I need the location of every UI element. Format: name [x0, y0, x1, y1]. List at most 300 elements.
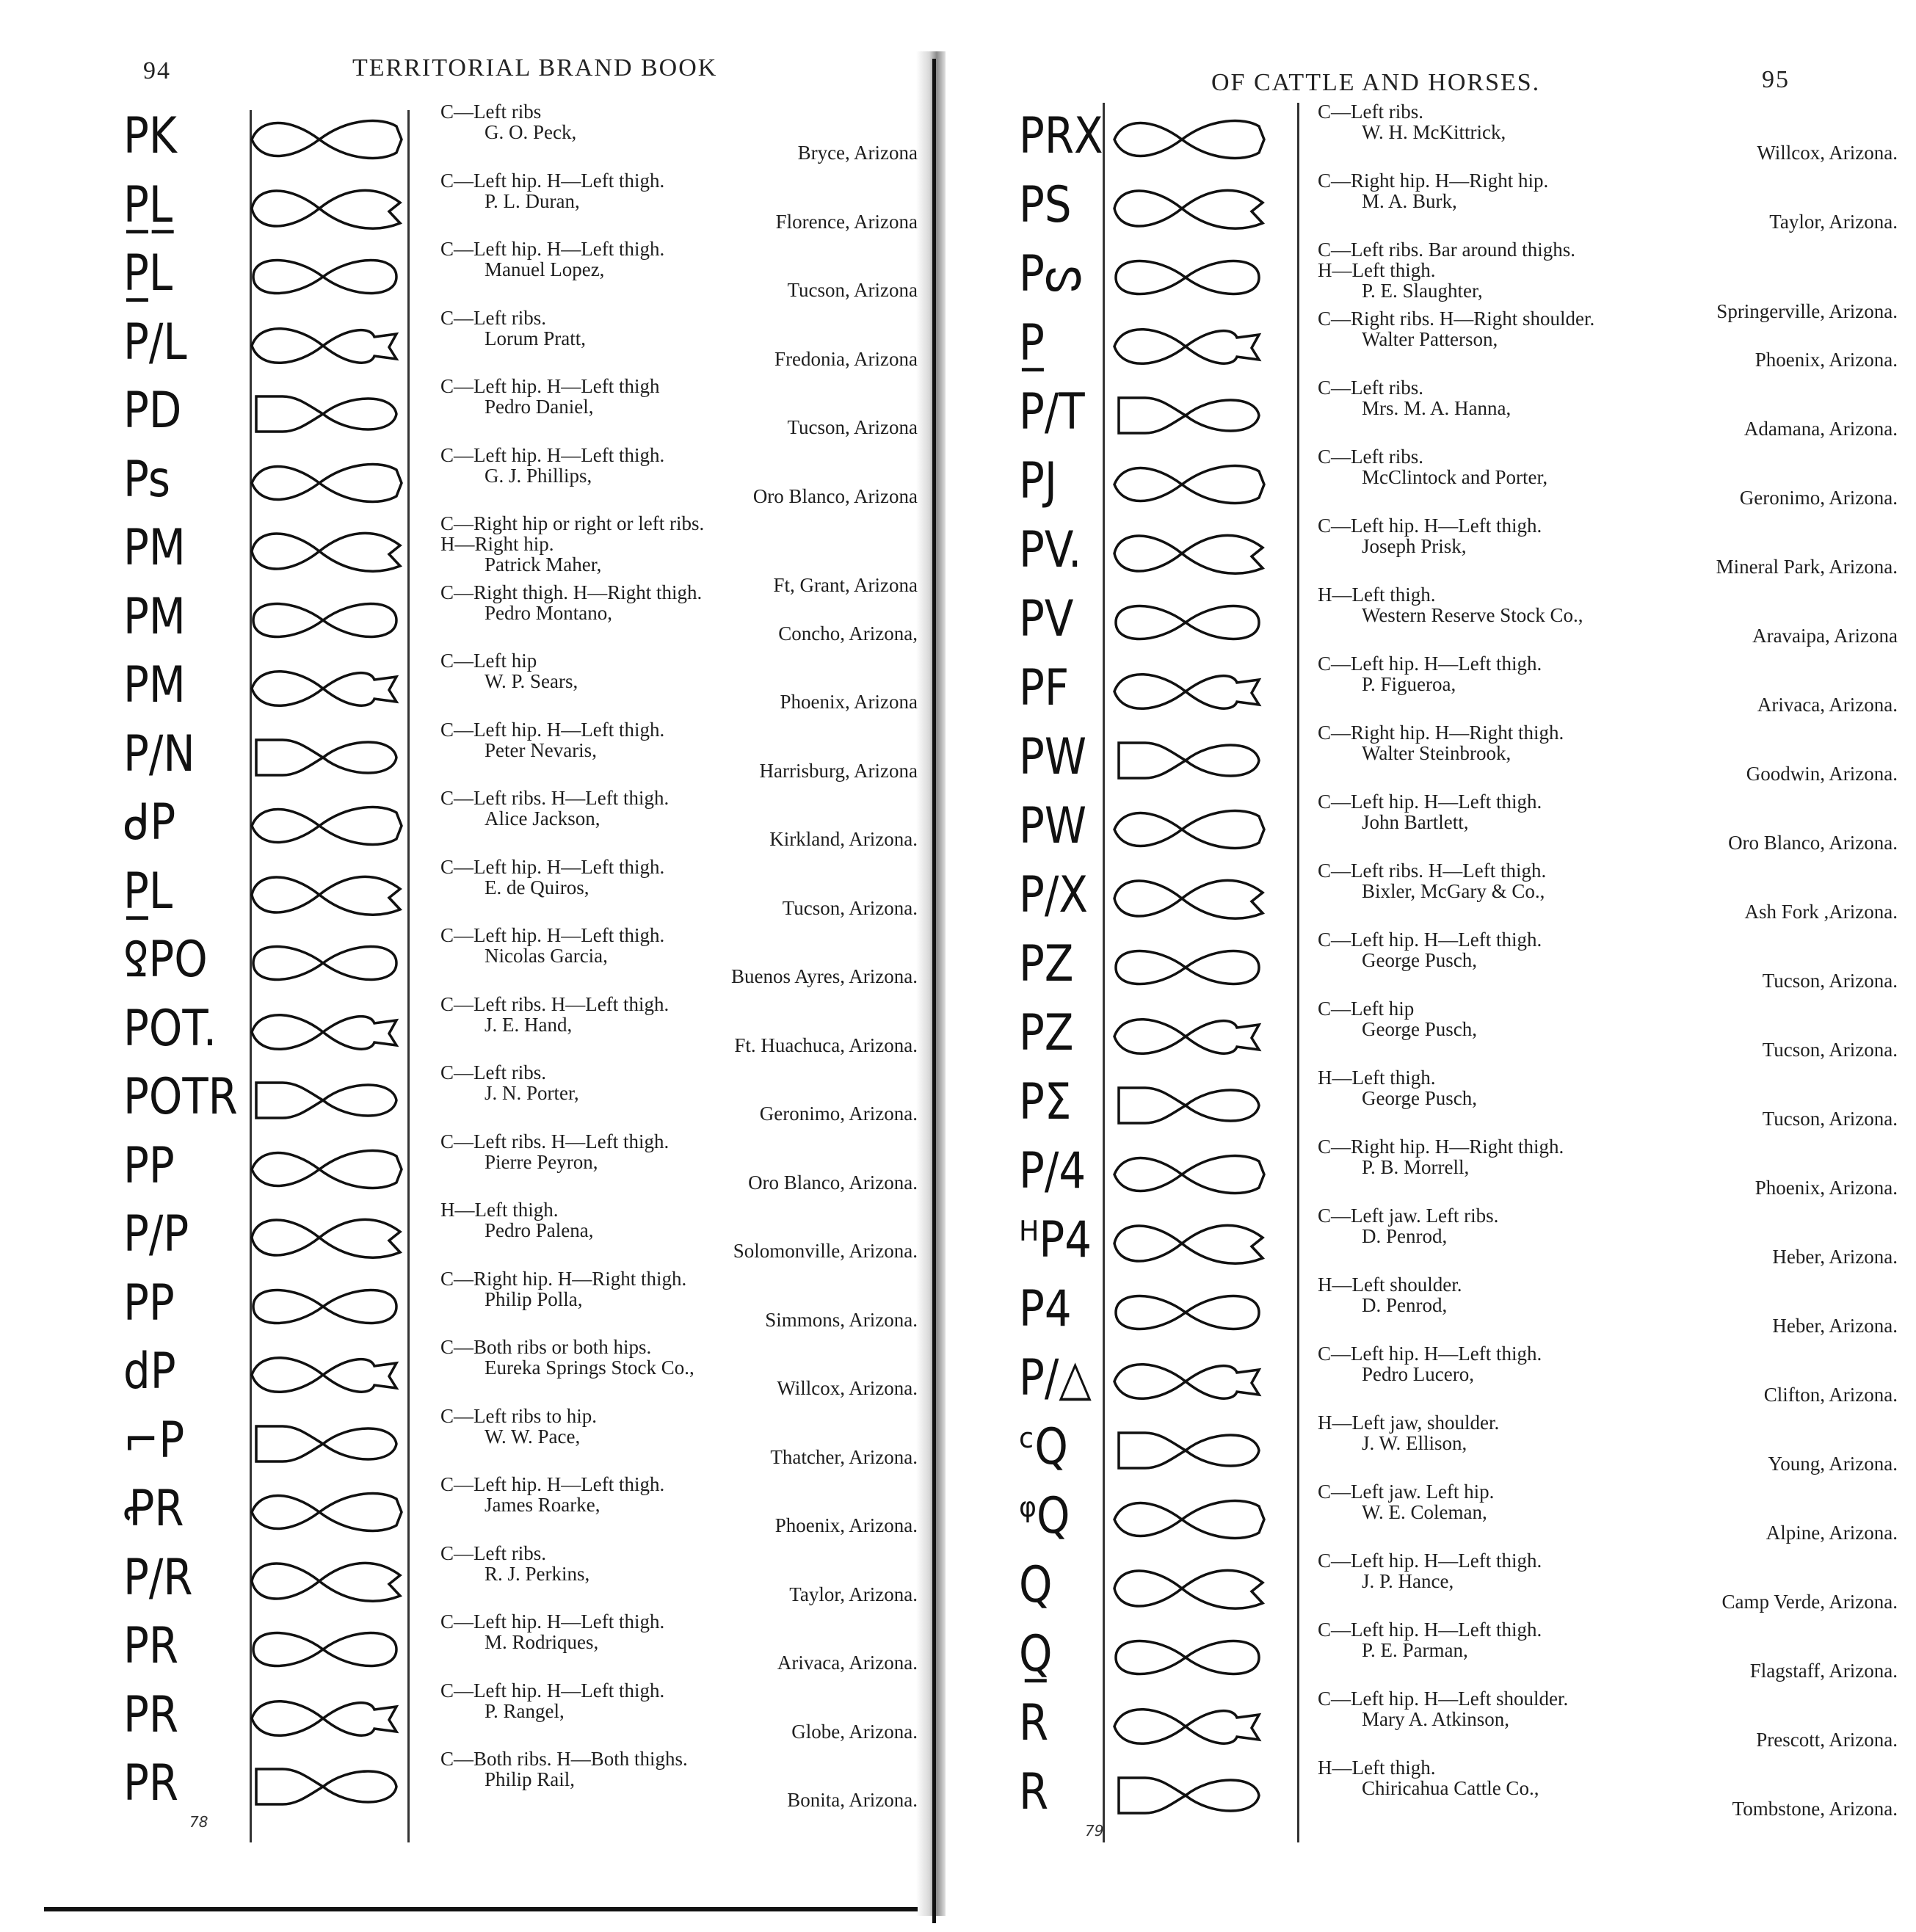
owner-place: Prescott, Arizona. — [1756, 1729, 1898, 1751]
brand-location: C—Right hip or right or left ribs. H—Right hip. — [440, 512, 705, 555]
brand-location: C—Right hip. H—Right thigh. — [1318, 722, 1564, 744]
hide-outline-icon — [1108, 1492, 1266, 1547]
brand-entry — [1318, 791, 1898, 853]
page-header: TERRITORIAL BRAND BOOK — [352, 54, 718, 81]
brand-mark: PV. — [1019, 521, 1082, 579]
owner-name: J. E. Hand, — [485, 1013, 573, 1036]
owner-name: Pedro Lucero, — [1362, 1363, 1474, 1385]
hide-outline-icon — [246, 1141, 404, 1197]
brand-entry — [1318, 170, 1898, 232]
owner-place: Heber, Arizona. — [1772, 1246, 1898, 1268]
owner-place: Phoenix, Arizona — [780, 691, 918, 713]
brand-location: C—Left hip. H—Left thigh. — [440, 855, 665, 878]
hide-outline-icon — [246, 1210, 404, 1265]
owner-place: Harrisburg, Arizona — [759, 759, 918, 782]
brand-mark: P̲L — [123, 244, 173, 302]
owner-name: Mary A. Atkinson, — [1362, 1708, 1510, 1730]
brand-entry — [1318, 101, 1898, 163]
text-column-divider — [1297, 103, 1299, 1842]
brand-entry — [1318, 1481, 1898, 1543]
brand-entry — [1318, 1343, 1898, 1405]
brand-mark: P̲ — [1019, 314, 1045, 372]
owner-place: Adamana, Arizona. — [1743, 418, 1898, 440]
brand-mark: PW — [1019, 797, 1087, 855]
page-number: 95 — [1762, 66, 1790, 93]
owner-name: Pedro Daniel, — [485, 396, 594, 418]
owner-place: Flagstaff, Arizona. — [1749, 1660, 1898, 1682]
owner-place: Arivaca, Arizona. — [1757, 694, 1898, 716]
hide-outline-icon — [1108, 1216, 1266, 1271]
brand-location: C—Both ribs. H—Both thighs. — [440, 1748, 688, 1770]
brand-location: C—Right thigh. H—Right thigh. — [440, 581, 703, 603]
brand-entry — [440, 1131, 918, 1193]
brand-location: C—Left jaw. Left hip. — [1318, 1481, 1495, 1503]
brand-mark: PW — [1019, 728, 1087, 786]
brand-location: C—Left hip. H—Left thigh. — [440, 1679, 665, 1702]
brand-entry — [1318, 1067, 1898, 1129]
brand-location: C—Left ribs. — [440, 1061, 546, 1083]
hide-outline-icon — [1108, 1630, 1266, 1685]
owner-place: Camp Verde, Arizona. — [1721, 1591, 1898, 1613]
owner-place: Concho, Arizona, — [778, 622, 918, 644]
owner-place: Mineral Park, Arizona. — [1716, 556, 1898, 578]
plate-number: 79 — [1085, 1822, 1104, 1840]
hide-outline-icon — [246, 1347, 404, 1403]
brand-location: C—Left hip. H—Left shoulder. — [1318, 1688, 1569, 1710]
brand-mark: ⌐P — [123, 1411, 185, 1470]
hide-outline-icon — [246, 318, 404, 374]
brand-location: C—Left hip — [440, 650, 537, 672]
brand-location: C—Left hip. H—Left thigh. — [1318, 515, 1542, 537]
hide-outline-icon — [1108, 664, 1266, 719]
brand-mark: P/T — [1019, 383, 1085, 441]
brand-location: C—Left jaw. Left ribs. — [1318, 1205, 1499, 1227]
owner-place: Solomonville, Arizona. — [733, 1240, 918, 1262]
owner-place: Young, Arizona. — [1768, 1453, 1898, 1475]
hide-outline-icon — [1108, 1147, 1266, 1202]
owner-place: Ft. Huachuca, Arizona. — [734, 1034, 918, 1056]
brand-mark: P4 — [1019, 1280, 1072, 1338]
owner-name: Walter Patterson, — [1362, 328, 1498, 350]
brand-location: C—Right ribs. H—Right shoulder. — [1318, 308, 1595, 330]
brand-mark: PZ — [1019, 1004, 1074, 1062]
brand-location: C—Left ribs. Bar around thighs. H—Left thigh. — [1318, 239, 1575, 281]
brand-entry — [440, 719, 918, 781]
brand-mark: P/X — [1019, 866, 1088, 924]
owner-name: Philip Polla, — [485, 1288, 583, 1310]
brand-mark: PM — [123, 587, 186, 646]
brand-entry — [440, 582, 918, 644]
owner-place: Buenos Ayres, Arizona. — [731, 965, 918, 987]
brand-entry — [440, 1611, 918, 1673]
brand-location: C—Left hip. H—Left thigh. — [1318, 791, 1542, 813]
hide-outline-icon — [246, 798, 404, 854]
brand-mark: P/P — [123, 1205, 189, 1263]
hide-outline-icon — [246, 1759, 404, 1815]
owner-name: W. P. Sears, — [485, 670, 578, 692]
brand-entry — [440, 1199, 918, 1261]
owner-place: Willcox, Arizona. — [1757, 142, 1898, 164]
owner-name: Eureka Springs Stock Co., — [485, 1357, 694, 1379]
owner-place: Tucson, Arizona — [787, 416, 918, 438]
brand-location: C—Left hip. H—Left thigh. — [440, 238, 665, 260]
hide-outline-icon — [246, 1484, 404, 1540]
brand-location: H—Left thigh. — [440, 1199, 559, 1221]
brand-entry — [440, 650, 918, 712]
brand-entry — [440, 857, 918, 918]
hide-outline-icon — [1108, 1078, 1266, 1133]
hide-outline-icon — [246, 1004, 404, 1060]
brand-mark: PRX — [1019, 107, 1103, 165]
hide-outline-icon — [246, 1279, 404, 1334]
owner-place: Globe, Arizona. — [791, 1720, 918, 1743]
brand-location: C—Left hip. H—Left thigh. — [440, 718, 665, 741]
owner-place: Tucson, Arizona. — [782, 896, 918, 919]
hide-outline-icon — [246, 1622, 404, 1677]
owner-name: George Pusch, — [1362, 1018, 1477, 1040]
hide-outline-icon — [246, 455, 404, 511]
owner-place: Taylor, Arizona. — [789, 1583, 918, 1605]
brand-location: C—Left hip. H—Left thigh. — [1318, 653, 1542, 675]
right-page — [932, 0, 1916, 1932]
brand-entry — [440, 239, 918, 300]
owner-name: G. J. Phillips, — [485, 464, 592, 487]
owner-place: Phoenix, Arizona. — [774, 1514, 918, 1536]
hide-outline-icon — [1108, 1009, 1266, 1064]
owner-name: P. Figueroa, — [1362, 673, 1456, 695]
brand-entry — [440, 1268, 918, 1330]
brand-entry — [1318, 998, 1898, 1060]
owner-name: J. W. Ellison, — [1362, 1432, 1467, 1454]
brand-mark: PM — [123, 519, 186, 577]
brand-location: C—Left hip. H—Left thigh. — [440, 1473, 665, 1495]
brand-mark: ᑯP — [123, 794, 176, 851]
brand-location: H—Left thigh. — [1318, 1757, 1436, 1779]
owner-name: P. B. Morrell, — [1362, 1156, 1470, 1178]
owner-place: Ash Fork ,Arizona. — [1744, 901, 1898, 923]
hide-outline-icon — [1108, 457, 1266, 512]
brand-entry — [440, 445, 918, 506]
brand-entry — [1318, 1550, 1898, 1612]
owner-name: J. N. Porter, — [485, 1082, 579, 1104]
brand-mark: PR — [123, 1685, 179, 1744]
brand-location: C—Left hip. H—Left thigh. — [1318, 1619, 1542, 1641]
hide-outline-icon — [1108, 595, 1266, 650]
brand-location: C—Right hip. H—Right thigh. — [1318, 1136, 1564, 1158]
brand-mark: PP — [123, 1274, 175, 1332]
owner-name: W. E. Coleman, — [1362, 1501, 1487, 1523]
hide-outline-icon — [246, 386, 404, 442]
brand-entry — [1318, 1757, 1898, 1819]
brand-entry — [1318, 1688, 1898, 1750]
owner-name: Pedro Palena, — [485, 1219, 594, 1241]
brand-entry — [1318, 1205, 1898, 1267]
owner-name: J. P. Hance, — [1362, 1570, 1454, 1592]
brand-location: C—Left ribs. — [1318, 101, 1423, 123]
owner-place: Phoenix, Arizona. — [1754, 1177, 1898, 1199]
owner-name: Philip Rail, — [485, 1768, 576, 1790]
hide-outline-icon — [1108, 1285, 1266, 1340]
brand-mark: PR — [123, 1617, 179, 1675]
page-header: OF CATTLE AND HORSES. — [1211, 69, 1541, 96]
brand-mark: ᶜQ — [1019, 1418, 1068, 1476]
owner-name: George Pusch, — [1362, 949, 1477, 971]
brand-location: C—Left ribs. — [440, 306, 546, 329]
owner-name: W. W. Pace, — [485, 1425, 581, 1448]
brand-location: C—Left hip. H—Left thigh. — [440, 443, 665, 466]
hide-outline-icon — [246, 181, 404, 236]
brand-mark: PΣ — [1019, 1073, 1072, 1131]
owner-place: Thatcher, Arizona. — [770, 1445, 918, 1468]
hide-outline-icon — [1108, 802, 1266, 857]
left-page — [0, 0, 932, 1932]
owner-name: G. O. Peck, — [485, 121, 577, 143]
owner-name: Peter Nevaris, — [485, 738, 597, 761]
brand-location: C—Right hip. H—Right thigh. — [440, 1267, 687, 1290]
brand-location: C—Left ribs. H—Left thigh. — [440, 1130, 669, 1152]
brand-entry — [1318, 308, 1898, 370]
brand-location: C—Left hip. H—Left thigh — [440, 375, 660, 397]
brand-location: C—Left hip. H—Left thigh. — [440, 924, 665, 946]
owner-place: Geronimo, Arizona. — [1739, 487, 1898, 509]
brand-mark: PJ — [1019, 452, 1057, 510]
owner-name: Chiricahua Cattle Co., — [1362, 1777, 1539, 1799]
owner-name: Western Reserve Stock Co., — [1362, 604, 1583, 626]
hide-outline-icon — [246, 1553, 404, 1609]
brand-mark: PK — [123, 107, 177, 165]
owner-name: D. Penrod, — [1362, 1225, 1448, 1247]
hide-outline-icon — [1108, 940, 1266, 995]
hide-outline-icon — [246, 592, 404, 648]
owner-name: Manuel Lopez, — [485, 258, 605, 280]
owner-place: Springerville, Arizona. — [1716, 300, 1898, 322]
brand-location: H—Left thigh. — [1318, 584, 1436, 606]
owner-name: McClintock and Porter, — [1362, 466, 1548, 488]
brand-location: C—Left ribs — [440, 101, 542, 123]
brand-entry — [440, 308, 918, 369]
brand-mark: P̲L̲ — [123, 175, 173, 234]
owner-name: Patrick Maher, — [485, 553, 602, 575]
bottom-rule — [44, 1907, 918, 1911]
brand-entry — [440, 1406, 918, 1467]
owner-place: Goodwin, Arizona. — [1746, 763, 1898, 785]
brand-mark: Pᔕ — [1019, 245, 1083, 303]
owner-name: Alice Jackson, — [485, 807, 600, 829]
hide-outline-icon — [1108, 1423, 1266, 1478]
owner-name: Nicolas Garcia, — [485, 945, 608, 967]
brand-location: C—Left ribs. — [1318, 377, 1423, 399]
owner-name: P. L. Duran, — [485, 189, 580, 212]
owner-place: Oro Blanco, Arizona. — [1728, 832, 1898, 854]
brand-location: C—Left ribs. H—Left thigh. — [1318, 860, 1547, 882]
brand-location: C—Left ribs. — [440, 1541, 546, 1564]
brand-mark: P/R — [123, 1548, 193, 1607]
text-column-divider — [407, 110, 410, 1842]
hide-outline-icon — [246, 1416, 404, 1472]
brand-mark: P/△ — [1019, 1349, 1092, 1407]
brand-location: C—Left hip. H—Left thigh. — [1318, 1343, 1542, 1365]
hide-outline-icon — [1108, 526, 1266, 581]
brand-entry — [440, 1748, 918, 1810]
owner-place: Geronimo, Arizona. — [759, 1103, 918, 1125]
owner-name: P. Rangel, — [485, 1699, 565, 1722]
brand-mark: Q — [1019, 1556, 1053, 1614]
brand-entry — [440, 925, 918, 987]
brand-location: H—Left thigh. — [1318, 1067, 1436, 1089]
owner-place: Bonita, Arizona. — [787, 1789, 918, 1811]
owner-name: P. E. Slaughter, — [1362, 280, 1483, 302]
brand-mark: P/L — [123, 313, 187, 371]
hide-outline-icon — [1108, 1768, 1266, 1823]
brand-location: C—Left ribs. H—Left thigh. — [440, 787, 669, 809]
brand-location: C—Left ribs. — [1318, 446, 1423, 468]
brand-entry — [1318, 1619, 1898, 1681]
owner-place: Tucson, Arizona. — [1762, 970, 1898, 992]
brand-mark: PM — [123, 656, 186, 714]
brand-mark: P/4 — [1019, 1142, 1086, 1200]
owner-place: Tucson, Arizona. — [1762, 1108, 1898, 1130]
hide-outline-icon — [1108, 1561, 1266, 1616]
brand-entry — [1318, 584, 1898, 646]
brand-mark: PV — [1019, 590, 1074, 648]
owner-place: Tucson, Arizona — [787, 279, 918, 301]
owner-place: Tombstone, Arizona. — [1732, 1798, 1898, 1820]
brand-entry — [1318, 653, 1898, 715]
brand-mark: PF — [1019, 659, 1070, 717]
owner-place: Fredonia, Arizona — [774, 347, 918, 370]
hide-outline-icon — [246, 867, 404, 923]
page-number: 94 — [143, 57, 171, 84]
brand-mark: dP — [123, 1343, 176, 1401]
hide-outline-icon — [1108, 181, 1266, 236]
brand-entry — [440, 1543, 918, 1605]
owner-name: M. A. Burk, — [1362, 190, 1457, 212]
owner-name: John Bartlett, — [1362, 811, 1469, 833]
hide-outline-icon — [1108, 388, 1266, 443]
owner-name: M. Rodriques, — [485, 1631, 599, 1653]
brand-entry — [1318, 377, 1898, 439]
owner-place: Ft, Grant, Arizona — [773, 574, 918, 596]
brand-entry — [440, 376, 918, 437]
owner-place: Oro Blanco, Arizona. — [748, 1171, 918, 1194]
brand-mark: POT. — [123, 999, 217, 1058]
hide-outline-icon — [1108, 1699, 1266, 1754]
owner-name: E. de Quiros, — [485, 876, 589, 898]
brand-entry — [440, 101, 918, 163]
owner-place: Clifton, Arizona. — [1763, 1384, 1898, 1406]
owner-name: D. Penrod, — [1362, 1294, 1448, 1316]
brand-mark: Q̲ — [1019, 1625, 1053, 1683]
brand-location: C—Left hip — [1318, 998, 1415, 1020]
owner-name: W. H. McKittrick, — [1362, 121, 1506, 143]
owner-place: Alpine, Arizona. — [1766, 1522, 1898, 1544]
brand-entry — [440, 1474, 918, 1536]
owner-place: Florence, Arizona — [775, 210, 918, 233]
owner-place: Willcox, Arizona. — [777, 1377, 918, 1399]
brand-entry — [440, 1062, 918, 1124]
owner-name: Pierre Peyron, — [485, 1150, 598, 1173]
brand-mark: Ps — [123, 450, 170, 509]
plate-number: 78 — [189, 1813, 208, 1831]
brand-mark: ꝾPO — [123, 931, 208, 989]
brand-entry — [1318, 929, 1898, 991]
brand-entry — [440, 1337, 918, 1398]
brand-entry — [440, 788, 918, 849]
hide-outline-icon — [246, 935, 404, 991]
hide-outline-icon — [246, 523, 404, 579]
brand-entry — [1318, 446, 1898, 508]
owner-place: Taylor, Arizona. — [1769, 211, 1898, 233]
owner-name: George Pusch, — [1362, 1087, 1477, 1109]
brand-mark: PP — [123, 1136, 175, 1195]
hide-outline-icon — [246, 249, 404, 305]
brand-mark: R — [1019, 1763, 1049, 1821]
owner-name: R. J. Perkins, — [485, 1562, 590, 1585]
brand-entry — [440, 1680, 918, 1742]
brand-location: C—Left hip. H—Left thigh. — [440, 169, 665, 192]
brand-entry — [1318, 1136, 1898, 1198]
brand-location: C—Left ribs to hip. — [440, 1404, 597, 1427]
owner-place: Arivaca, Arizona. — [777, 1652, 918, 1674]
brand-mark: PS — [1019, 176, 1072, 234]
owner-name: Joseph Prisk, — [1362, 535, 1467, 557]
hide-outline-icon — [1108, 112, 1266, 167]
hide-outline-icon — [1108, 733, 1266, 788]
owner-name: Lorum Pratt, — [485, 327, 586, 349]
brand-mark: ᵠQ — [1019, 1487, 1070, 1545]
owner-name: Walter Steinbrook, — [1362, 742, 1512, 764]
brand-entry — [1318, 1412, 1898, 1474]
owner-place: Oro Blanco, Arizona — [752, 484, 918, 507]
hide-outline-icon — [1108, 319, 1266, 374]
brand-mark: PD — [123, 382, 182, 440]
brand-mark: POTR — [123, 1068, 238, 1126]
brand-entry — [440, 994, 918, 1056]
owner-name: Bixler, McGary & Co., — [1362, 880, 1545, 902]
brand-location: C—Right hip. H—Right hip. — [1318, 170, 1549, 192]
brand-entry — [440, 170, 918, 232]
brand-location: C—Left hip. H—Left thigh. — [1318, 1550, 1542, 1572]
brand-location: H—Left jaw, shoulder. — [1318, 1412, 1500, 1434]
hide-outline-icon — [1108, 1354, 1266, 1409]
brand-entry — [1318, 722, 1898, 784]
brand-mark: PR — [123, 1754, 179, 1812]
hide-outline-icon — [1108, 250, 1266, 305]
owner-place: Phoenix, Arizona. — [1754, 349, 1898, 371]
owner-name: Pedro Montano, — [485, 601, 612, 624]
owner-name: P. E. Parman, — [1362, 1639, 1468, 1661]
book-gutter — [932, 59, 936, 1923]
brand-mark: PZ — [1019, 935, 1074, 993]
brand-entry — [1318, 860, 1898, 922]
brand-location: H—Left shoulder. — [1318, 1274, 1462, 1296]
hide-outline-icon — [246, 112, 404, 167]
brand-mark: P̲L — [123, 862, 173, 920]
brand-mark: ꝒR — [123, 1480, 184, 1538]
brand-entry — [1318, 515, 1898, 577]
hide-outline-icon — [246, 1690, 404, 1746]
brand-location: C—Left ribs. H—Left thigh. — [440, 992, 669, 1015]
brand-location: C—Both ribs or both hips. — [440, 1336, 652, 1358]
hide-outline-icon — [1108, 871, 1266, 926]
brand-mark: P/N — [123, 724, 195, 783]
owner-place: Aravaipa, Arizona — [1752, 625, 1898, 647]
brand-mark: R — [1019, 1694, 1049, 1752]
owner-place: Simmons, Arizona. — [765, 1308, 918, 1331]
owner-name: James Roarke, — [485, 1494, 600, 1516]
owner-place: Kirkland, Arizona. — [769, 828, 918, 850]
owner-name: Mrs. M. A. Hanna, — [1362, 397, 1512, 419]
